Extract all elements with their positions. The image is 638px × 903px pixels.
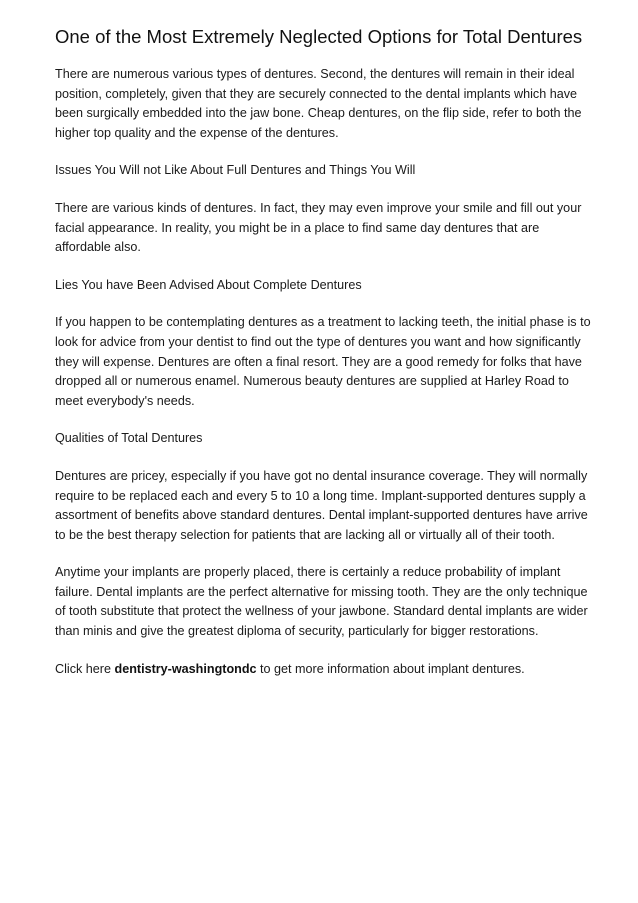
dentistry-link[interactable]: dentistry-washingtondc <box>114 661 257 676</box>
page-title: One of the Most Extremely Neglected Options for Total Dentures <box>55 26 583 47</box>
cta-prefix: Click here <box>55 661 115 676</box>
paragraph-intro: There are numerous various types of dentures. Second, the dentures will remain in their ideal position, completely, given that they are securely connected to the dental implants which have been surgically embedded into the jaw bone. Cheap dentures, on the flip side, refer to both the higher top quality and the expense of the dentures. <box>55 67 582 140</box>
paragraph-contemplating: If you happen to be contemplating dentures as a treatment to lacking teeth, the initial phase is to look for advice from your dentist to find out the type of dentures you want and how significantly they will expense. Dentures are often a final resort. They are a good remedy for folks that have dropped all or numerous enamel. Numerous beauty dentures are supplied at Harley Road to meet everybody's needs. <box>55 315 591 408</box>
document-page <box>55 26 595 697</box>
paragraph-implants: Anytime your implants are properly placed, there is certainly a reduce probability of implant failure. Dental implants are the perfect alternative for missing tooth. They are the only technique of tooth substitute that protect the wellness of your jawbone. Standard dental implants are wider than minis and give the greatest diploma of security, particularly for bigger restorations. <box>55 565 588 639</box>
section-heading-qualities: Qualities of Total Dentures <box>55 431 203 446</box>
section-heading-lies: Lies You have Been Advised About Complete Dentures <box>55 277 362 292</box>
paragraph-pricey: Dentures are pricey, especially if you have got no dental insurance coverage. They will normally require to be replaced each and every 5 to 10 a long time. Implant-supported dentures supply a assortment of benefits above standard dentures. Dental implant-supported dentures have arrive to be the best therapy selection for patients that are lacking all or virtually all of their tooth. <box>55 468 588 542</box>
paragraph-kinds: There are various kinds of dentures. In fact, they may even improve your smile and fill out your facial appearance. In reality, you might be in a place to find same day dentures that are affordable also. <box>55 200 582 255</box>
section-heading-issues: Issues You Will not Like About Full Dentures and Things You Will <box>55 163 416 178</box>
cta-suffix: to get more information about implant dentures. <box>256 661 525 676</box>
paragraph-call-to-action <box>55 660 595 680</box>
